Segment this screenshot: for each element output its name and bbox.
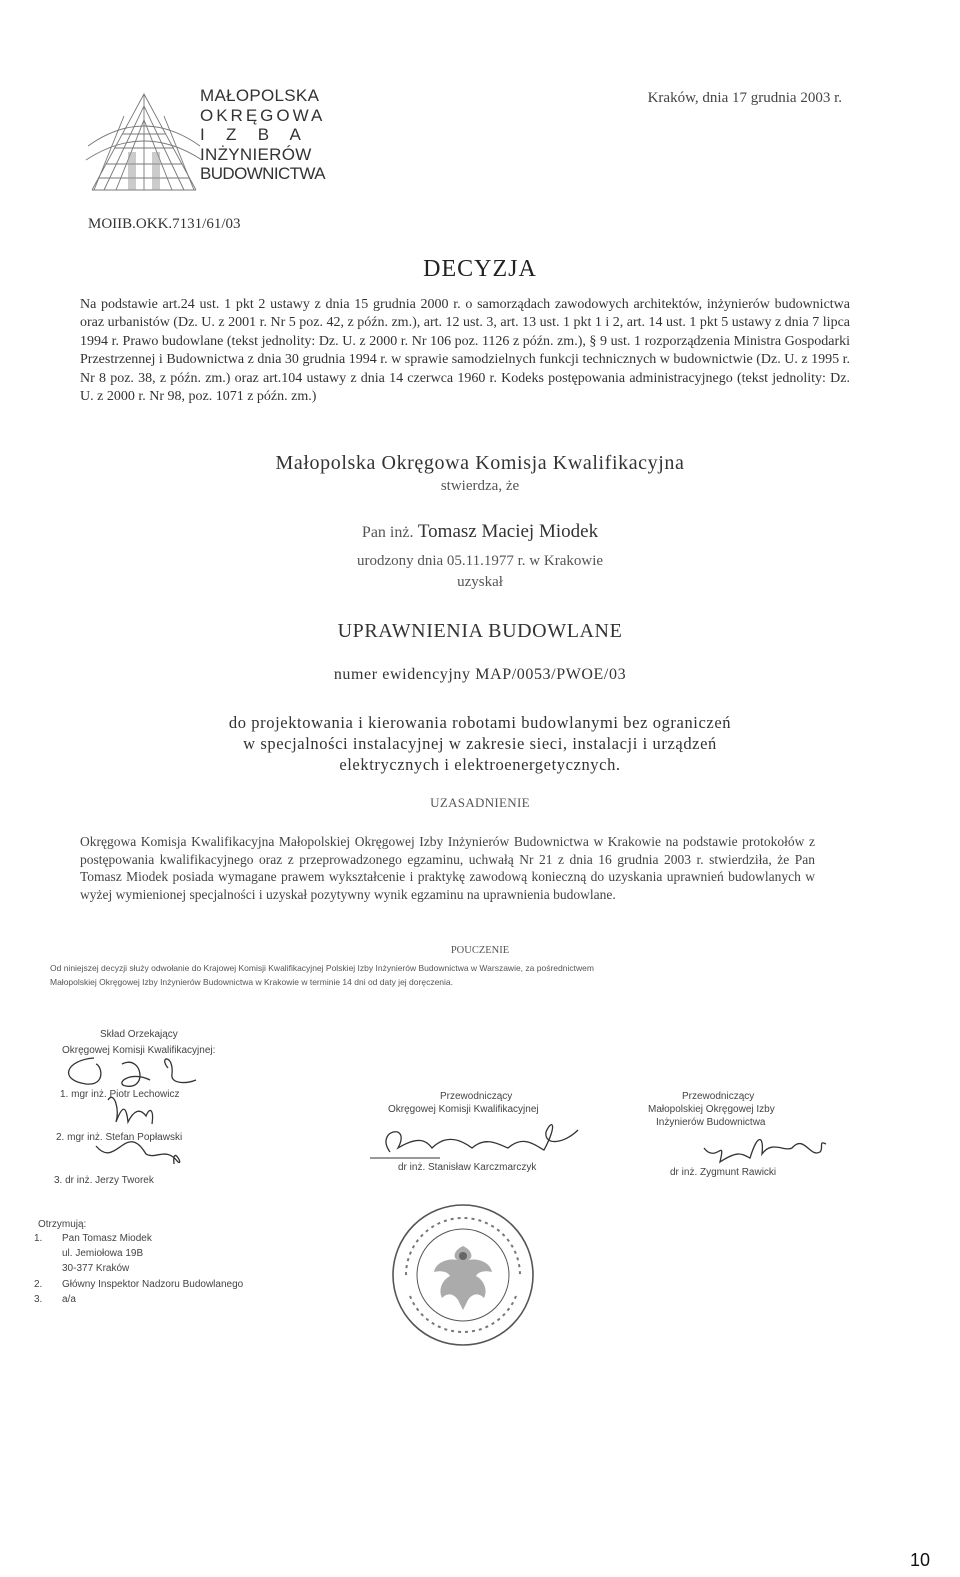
legal-basis: Na podstawie art.24 ust. 1 pkt 2 ustawy z dnia 15 grudnia 2000 r. o samorządach zawodowych architektów, inżynierów budownictwa oraz urbanistów (Dz. U. z 2001 r. Nr 5 poz. 42, z późn. zm.), art. 12 ust. 3, art. 13 ust. 1 pkt 1 i 2, art. 14 ust. 1 pkt 5 ustawy z dnia 7 lipca 1994 r. Prawo budowlane (tekst jednolity: Dz. U. z 2000 r. Nr 106 poz. 1126 z późn. zm.), § 9 ust. 1 rozporządzenia Ministra Gospodarki Przestrzennej i Budownictwa z dnia 30 grudnia 1994 r. w sprawie samodzielnych funkcji technicznych w budownictwie (Dz. U. z 1995 r. Nr 8 poz. 38, z późn. zm.) oraz art.104 ustawy z dnia 14 czerwca 1960 r. Kodeks postępowania administracyjnego (tekst jednolity: Dz. U. z 2000 r. Nr 98, poz. 1071 z późn. zm.)	[80, 297, 850, 405]
chair-committee-title: Przewodniczący	[440, 1091, 513, 1102]
recipient-1-line-2: ul. Jemiołowa 19B	[62, 1248, 144, 1259]
chair-chamber-body-1: Małopolskiej Okręgowej Izby	[648, 1104, 775, 1115]
obtained-text: uzyskał	[457, 574, 503, 590]
document-title: DECYZJA	[423, 256, 537, 282]
recipient-1-line-3: 30-377 Kraków	[62, 1263, 130, 1274]
logo-line-2: OKRĘGOWA	[200, 105, 326, 125]
instruction-line-2: Małopolskiej Okręgowej Izby Inżynierów Budownictwa w Krakowie w terminie 14 dni od daty jej doręczenia.	[50, 977, 453, 987]
chamber-logo-text	[200, 86, 325, 184]
recipient-2-line-1: Główny Inspektor Nadzoru Budowlanego	[62, 1279, 244, 1290]
logo-line-3: I Z B A	[200, 125, 302, 144]
birth-info: urodzony dnia 05.11.1977 r. w Krakowie	[356, 553, 604, 569]
committee-name: Małopolska Okręgowa Komisja Kwalifikacyjna	[275, 452, 685, 474]
person-name: Tomasz Maciej Miodek	[417, 521, 599, 542]
scope-line-1: do projektowania i kierowania robotami budowlanymi bez ograniczeń	[228, 713, 732, 732]
chair-committee-name: dr inż. Stanisław Karczmarczyk	[398, 1162, 537, 1173]
justification-heading: UZASADNIENIE	[430, 795, 530, 810]
recipient-1-number: 1.	[34, 1233, 43, 1244]
chamber-logo-icon	[84, 86, 204, 196]
chair-chamber-title: Przewodniczący	[682, 1091, 755, 1102]
confirms-text: stwierdza, że	[440, 478, 520, 494]
person-prefix: Pan inż.	[361, 524, 414, 541]
recipient-3-line-1: a/a	[62, 1294, 76, 1305]
panel-member-2: 2. mgr inż. Stefan Popławski	[56, 1132, 183, 1143]
logo-line-4: INŻYNIERÓW	[200, 144, 312, 164]
recipient-3-number: 3.	[34, 1294, 43, 1305]
registry-number: numer ewidencyjny MAP/0053/PWOE/03	[333, 666, 627, 683]
panel-signatures-icon	[56, 1050, 216, 1190]
recipient-1-line-1: Pan Tomasz Miodek	[62, 1233, 152, 1244]
chair-committee-signature-icon	[368, 1110, 598, 1166]
qualification-title: UPRAWNIENIA BUDOWLANE	[337, 620, 623, 642]
instruction-text	[50, 961, 890, 989]
panel-heading-1: Skład Orzekający	[100, 1029, 178, 1040]
chair-chamber-body-2: Inżynierów Budownictwa	[656, 1117, 766, 1128]
panel-heading-2: Okręgowej Komisji Kwalifikacyjnej:	[62, 1045, 216, 1056]
chair-committee-body: Okręgowej Komisji Kwalifikacyjnej	[388, 1104, 539, 1115]
logo-line-5: BUDOWNICTWA	[200, 164, 325, 183]
recipients-heading: Otrzymują:	[38, 1219, 87, 1230]
instruction-line-1: Od niniejszej decyzji służy odwołanie do Krajowej Komisji Kwalifikacyjnej Polskiej Izby Inżynierów Budownictwa w Warszawie, za pośrednictwem	[50, 963, 594, 973]
page-number: 10	[909, 1550, 930, 1570]
chamber-seal-icon	[388, 1200, 538, 1350]
panel-member-1: 1. mgr inż. Piotr Lechowicz	[60, 1089, 180, 1100]
scope-line-3: elektrycznych i elektroenergetycznych.	[339, 755, 621, 774]
scope-line-2: w specjalności instalacyjnej w zakresie sieci, instalacji i urządzeń	[243, 734, 717, 753]
person-line	[0, 521, 960, 543]
chair-chamber-name: dr inż. Zygmunt Rawicki	[670, 1167, 777, 1178]
justification-text: Okręgowa Komisja Kwalifikacyjna Małopolskiej Okręgowej Izby Inżynierów Budownictwa w Krakowie na podstawie protokołów z postępowania kwalifikacyjnego oraz z przeprowadzonego egzaminu, uchwałą Nr 21 z dnia 16 grudnia 2003 r. stwierdziła, że Pan Tomasz Miodek posiada wymagane prawem wykształcenie i praktykę zawodową konieczną do uzyskania uprawnień budowlanych w wyżej wymienionej specjalności i uzyskał pozytywny wynik egzaminu na uprawnienia budowlane.	[80, 834, 815, 902]
qualification-scope	[0, 712, 960, 775]
logo-line-1: MAŁOPOLSKA	[200, 86, 320, 105]
instruction-heading: POUCZENIE	[450, 945, 510, 956]
recipient-2-number: 2.	[34, 1279, 43, 1290]
document-date: Kraków, dnia 17 grudnia 2003 r.	[647, 90, 842, 106]
panel-member-3: 3. dr inż. Jerzy Tworek	[54, 1175, 154, 1186]
reference-number: MOIIB.OKK.7131/61/03	[88, 216, 241, 232]
